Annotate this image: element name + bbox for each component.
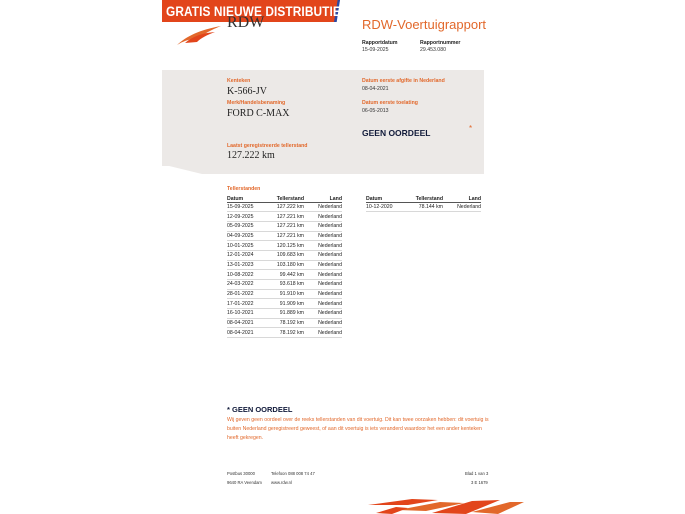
footer-phone: Telefoon 088 008 74 47 [271,471,315,476]
cell-country: Nederland [304,221,342,231]
cell-reading: 78.192 km [269,318,304,328]
make-value: FORD C-MAX [227,108,290,119]
table-row [227,289,342,299]
cell-reading: 103.180 km [269,260,304,270]
cell-country: Nederland [304,250,342,260]
report-number-value: 29.453.080 [420,47,446,53]
table-row [227,318,342,328]
footer-address-1: Postbus 30000 [227,471,255,476]
report-number-label: Rapportnummer [420,40,461,46]
header-reading: Tellerstand [269,194,304,202]
vehicle-panel [162,70,484,174]
header-reading: Tellerstand [408,194,443,202]
cell-country: Nederland [304,202,342,212]
table-row [227,241,342,251]
plate-value: K-566-JV [227,86,267,97]
footer-code: 3 E 1679 [471,480,488,485]
footer-web[interactable]: www.rdw.nl [271,480,292,485]
table-row [366,202,481,212]
first-admit-value: 06-05-2013 [362,108,389,114]
cell-country: Nederland [304,289,342,299]
cell-date: 10-12-2020 [366,202,408,212]
cell-reading: 109.683 km [269,250,304,260]
table-row [227,202,342,212]
cell-country: Nederland [304,241,342,251]
plate-label: Kenteken [227,78,251,84]
header-date: Datum [227,194,269,202]
footer-page: Blad 1 van 3 [465,471,489,476]
header-country: Land [304,194,342,202]
cell-reading: 91.910 km [269,289,304,299]
report-date-label: Rapportdatum [362,40,398,46]
table-header [366,194,481,202]
table-row [227,231,342,241]
cell-country: Nederland [304,260,342,270]
cell-reading: 91.889 km [269,309,304,319]
cell-date: 10-01-2025 [227,241,269,251]
first-nl-value: 08-04-2021 [362,86,389,92]
make-label: Merk/Handelsbenaming [227,100,286,106]
cell-date: 17-01-2022 [227,299,269,309]
cell-country: Nederland [304,318,342,328]
first-nl-label: Datum eerste afgifte in Nederland [362,78,445,84]
odometer-table-right [366,194,481,212]
cell-date: 16-10-2021 [227,309,269,319]
odometer-table-left [227,194,342,338]
report-title: RDW-Voertuigrapport [362,17,487,32]
flame-swoosh-icon [177,24,221,46]
cell-reading: 78.192 km [269,328,304,338]
note-text: Wij geven geen oordeel over de reeks tellerstanden van dit voertuig. Dit kan twee oorzaken hebben: dit voertuig is buiten Nederland geregistreerd geweest, of aan dit voertuig is iets veranderd waardoor het een ander kenteken heeft gekregen. [227,417,489,442]
cell-date: 13-01-2023 [227,260,269,270]
cell-reading: 120.125 km [269,241,304,251]
cell-date: 08-04-2021 [227,318,269,328]
cell-date: 08-04-2021 [227,328,269,338]
rdw-logo-word: RDW [227,14,265,31]
cell-date: 05-09-2025 [227,221,269,231]
cell-reading: 93.618 km [269,280,304,290]
verdict-asterisk: * [469,124,473,133]
cell-reading: 127.222 km [269,202,304,212]
cell-date: 24-03-2022 [227,280,269,290]
odometer-title: Tellerstanden [227,186,261,192]
cell-date: 15-09-2025 [227,202,269,212]
cell-date: 28-01-2022 [227,289,269,299]
verdict: GEEN OORDEEL [362,128,431,138]
header-country: Land [443,194,481,202]
cell-reading: 78.144 km [408,202,443,212]
cell-country: Nederland [304,280,342,290]
cell-country: Nederland [304,328,342,338]
decorative-swoosh-graphic [368,496,524,514]
table-row [227,299,342,309]
cell-reading: 127.221 km [269,221,304,231]
table-header [227,194,342,202]
cell-date: 12-09-2025 [227,212,269,222]
table-row [227,280,342,290]
odo-value: 127.222 km [227,150,275,161]
first-admit-label: Datum eerste toelating [362,100,418,106]
cell-date: 10-08-2022 [227,270,269,280]
cell-date: 12-01-2024 [227,250,269,260]
cell-country: Nederland [304,309,342,319]
cell-reading: 99.442 km [269,270,304,280]
cell-reading: 91.909 km [269,299,304,309]
table-row [227,328,342,338]
cell-date: 04-09-2025 [227,231,269,241]
promo-banner-text[interactable]: GRATIS NIEUWE DISTRIBUTIE RIEM [166,4,375,19]
table-row [227,270,342,280]
table-row [227,221,342,231]
report-date-value: 15-09-2025 [362,47,389,53]
cell-country: Nederland [304,299,342,309]
footer-address-2: 9640 RA Veendam [227,480,262,485]
cell-country: Nederland [304,212,342,222]
table-row [227,250,342,260]
cell-country: Nederland [304,270,342,280]
cell-country: Nederland [304,231,342,241]
table-row [227,260,342,270]
cell-reading: 127.221 km [269,231,304,241]
cell-country: Nederland [443,202,481,212]
table-row [227,212,342,222]
odo-label: Laatst geregistreerde tellerstand [227,143,308,149]
table-row [227,309,342,319]
cell-reading: 127.221 km [269,212,304,222]
header-date: Datum [366,194,408,202]
note-title: * GEEN OORDEEL [227,405,293,414]
